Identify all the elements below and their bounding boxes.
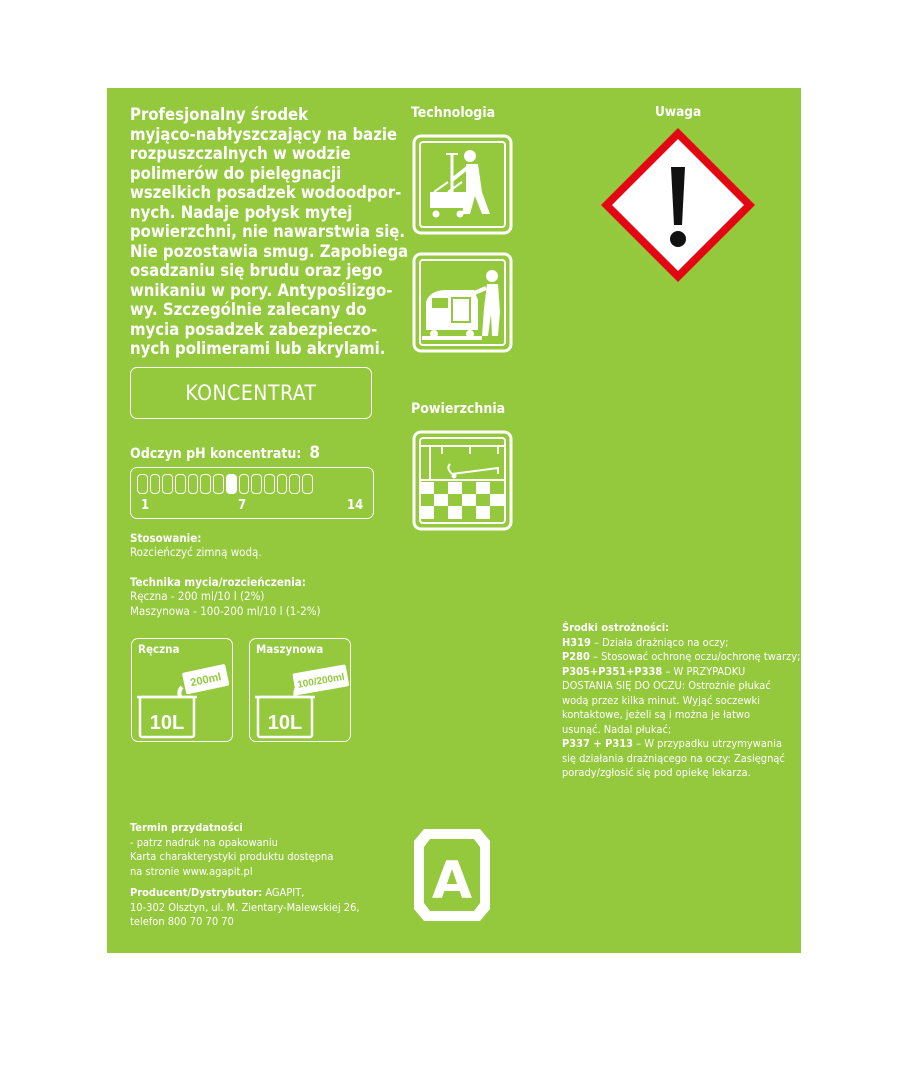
- product-label: [107, 88, 801, 953]
- producer-section: [130, 886, 360, 930]
- logo-letter: A: [431, 851, 473, 911]
- ph-cell: [200, 474, 211, 494]
- machine-cleaning-pictogram: [412, 252, 513, 353]
- precaution-line: [562, 694, 802, 709]
- method-manual-dose: 200ml: [189, 671, 223, 690]
- ph-label-max: 14: [347, 498, 364, 513]
- precautions-title: Środki ostrożności:: [562, 621, 670, 634]
- usage-section: [130, 531, 262, 560]
- expiry-section: [130, 821, 333, 879]
- powierzchnia-heading: Powierzchnia: [411, 401, 506, 417]
- ph-cell: [264, 474, 275, 494]
- method-machine-volume: 10L: [267, 712, 303, 734]
- producer-line: telefon 800 70 70 70: [130, 915, 234, 928]
- ph-cell: [213, 474, 224, 494]
- ph-cell: [150, 474, 161, 494]
- precaution-text: wodą przez kilka minut. Wyjąć soczewki: [562, 693, 761, 707]
- description-line: nych polimerami lub akrylami.: [130, 339, 386, 358]
- ph-cell: [277, 474, 288, 494]
- floor-tiles-icon: [412, 430, 513, 531]
- ph-value: 8: [309, 443, 321, 463]
- description-line: mycia posadzek zabezpieczo-: [130, 319, 378, 339]
- precaution-text: – Działa drażniąco na oczy;: [590, 635, 729, 649]
- description-line: polimerów do pielęgnacji: [130, 163, 342, 183]
- technique-section: [130, 575, 321, 619]
- description-line: wszelkich posadzek wodoodpor-: [130, 183, 402, 202]
- precaution-text: kontaktowe, jeżeli są i można je łatwo: [562, 708, 751, 721]
- surface-pictogram: [412, 430, 513, 531]
- precaution-text: się działania drażniącego na oczy: Zasięgnąć: [562, 751, 785, 765]
- technologia-heading: Technologia: [411, 105, 496, 121]
- expiry-title: Termin przydatności: [130, 821, 243, 834]
- ph-cell: [289, 474, 300, 494]
- method-manual-box: [131, 638, 233, 742]
- description-line: myjąco-nabłyszczający na bazie: [130, 124, 398, 144]
- technique-title: Technika mycia/rozcieńczenia:: [130, 575, 306, 589]
- ph-label-min: 1: [141, 498, 150, 513]
- precaution-line: [562, 650, 802, 665]
- description-line: rozpuszczalnych w wodzie: [130, 144, 351, 163]
- ph-title-text: Odczyn pH koncentratu:: [130, 446, 302, 462]
- precautions-lines: [562, 636, 802, 781]
- person-mop-bucket-icon: [412, 134, 513, 235]
- precaution-line: [562, 766, 802, 781]
- method-machine-dose: 100/200ml: [296, 671, 346, 691]
- precaution-line: [562, 752, 802, 767]
- manual-cleaning-pictogram: [412, 134, 513, 235]
- producer-line: 10-302 Olsztyn, ul. M. Zientary-Malewskiej 26,: [130, 900, 360, 914]
- method-machine-box: [249, 638, 351, 742]
- description-line: nych. Nadaje połysk mytej: [130, 202, 353, 222]
- ph-scale-cells: [137, 474, 313, 494]
- technique-line: Maszynowa - 100-200 ml/10 l (1-2%): [130, 604, 321, 618]
- ph-label-mid: 7: [238, 498, 247, 513]
- method-manual-name: Ręczna: [138, 642, 180, 656]
- ph-cell: [251, 474, 262, 494]
- ph-cell: [175, 474, 186, 494]
- expiry-line: - patrz nadruk na opakowaniu: [130, 835, 278, 849]
- ph-cell: [188, 474, 199, 494]
- precaution-code: P305+P351+P338: [562, 664, 663, 678]
- precaution-text: – W PRZYPADKU: [662, 664, 746, 678]
- ph-scale: [130, 467, 374, 519]
- expiry-line: Karta charakterystyki produktu dostępna: [130, 850, 334, 863]
- usage-text: Rozcieńczyć zimną wodą.: [130, 545, 262, 559]
- method-manual-volume: 10L: [149, 712, 185, 734]
- hazard-pictogram: [598, 125, 758, 285]
- technique-line: Ręczna - 200 ml/10 l (2%): [130, 589, 265, 603]
- precaution-text: DOSTANIA SIĘ DO OCZU: Ostrożnie płukać: [562, 679, 771, 692]
- ph-cell: [302, 474, 313, 494]
- precaution-line: [562, 737, 802, 752]
- description-line: osadzaniu się brudu oraz jego: [130, 261, 383, 280]
- precaution-text: – Stosować ochronę oczu/ochronę twarzy;: [589, 650, 801, 663]
- precaution-text: – W przypadku utrzymywania: [633, 737, 783, 750]
- description-line: wnikaniu w pory. Antypoślizgo-: [130, 280, 393, 300]
- precaution-code: P337 + P313: [562, 737, 633, 750]
- brand-logo-icon: [410, 825, 494, 925]
- ph-cell-marked: [226, 474, 237, 494]
- product-description: [130, 105, 409, 359]
- precaution-text: usunąć. Nadal płukać;: [562, 722, 672, 736]
- precaution-line: [562, 636, 802, 651]
- ph-title: [130, 443, 320, 463]
- concentrate-badge: KONCENTRAT: [130, 367, 372, 419]
- precaution-text: porady/zgłosić się pod opiekę lekarza.: [562, 766, 751, 779]
- description-line: Profesjonalny środek: [130, 105, 309, 124]
- method-machine-name: Maszynowa: [256, 642, 324, 656]
- exclamation-hazard-icon: [598, 125, 758, 285]
- usage-title: Stosowanie:: [130, 531, 202, 545]
- precautions-section: [562, 621, 802, 781]
- precaution-line: [562, 665, 802, 680]
- description-line: powierzchni, nie nawarstwia się.: [130, 222, 406, 241]
- description-line: wy. Szczególnie zalecany do: [130, 300, 367, 319]
- precaution-line: [562, 679, 802, 694]
- agapit-logo: [410, 825, 494, 925]
- precaution-code: P280: [562, 650, 590, 663]
- ph-cell: [239, 474, 250, 494]
- ph-cell: [162, 474, 173, 494]
- precaution-code: H319: [562, 635, 591, 649]
- uwaga-heading: Uwaga: [655, 104, 702, 120]
- precaution-line: [562, 708, 802, 723]
- person-scrubber-machine-icon: [412, 252, 513, 353]
- description-line: Nie pozostawia smug. Zapobiega: [130, 241, 409, 261]
- precaution-line: [562, 723, 802, 738]
- producer-name: AGAPIT,: [262, 886, 305, 899]
- producer-title: Producent/Dystrybutor:: [130, 886, 263, 899]
- expiry-line: na stronie www.agapit.pl: [130, 864, 253, 878]
- ph-cell: [137, 474, 148, 494]
